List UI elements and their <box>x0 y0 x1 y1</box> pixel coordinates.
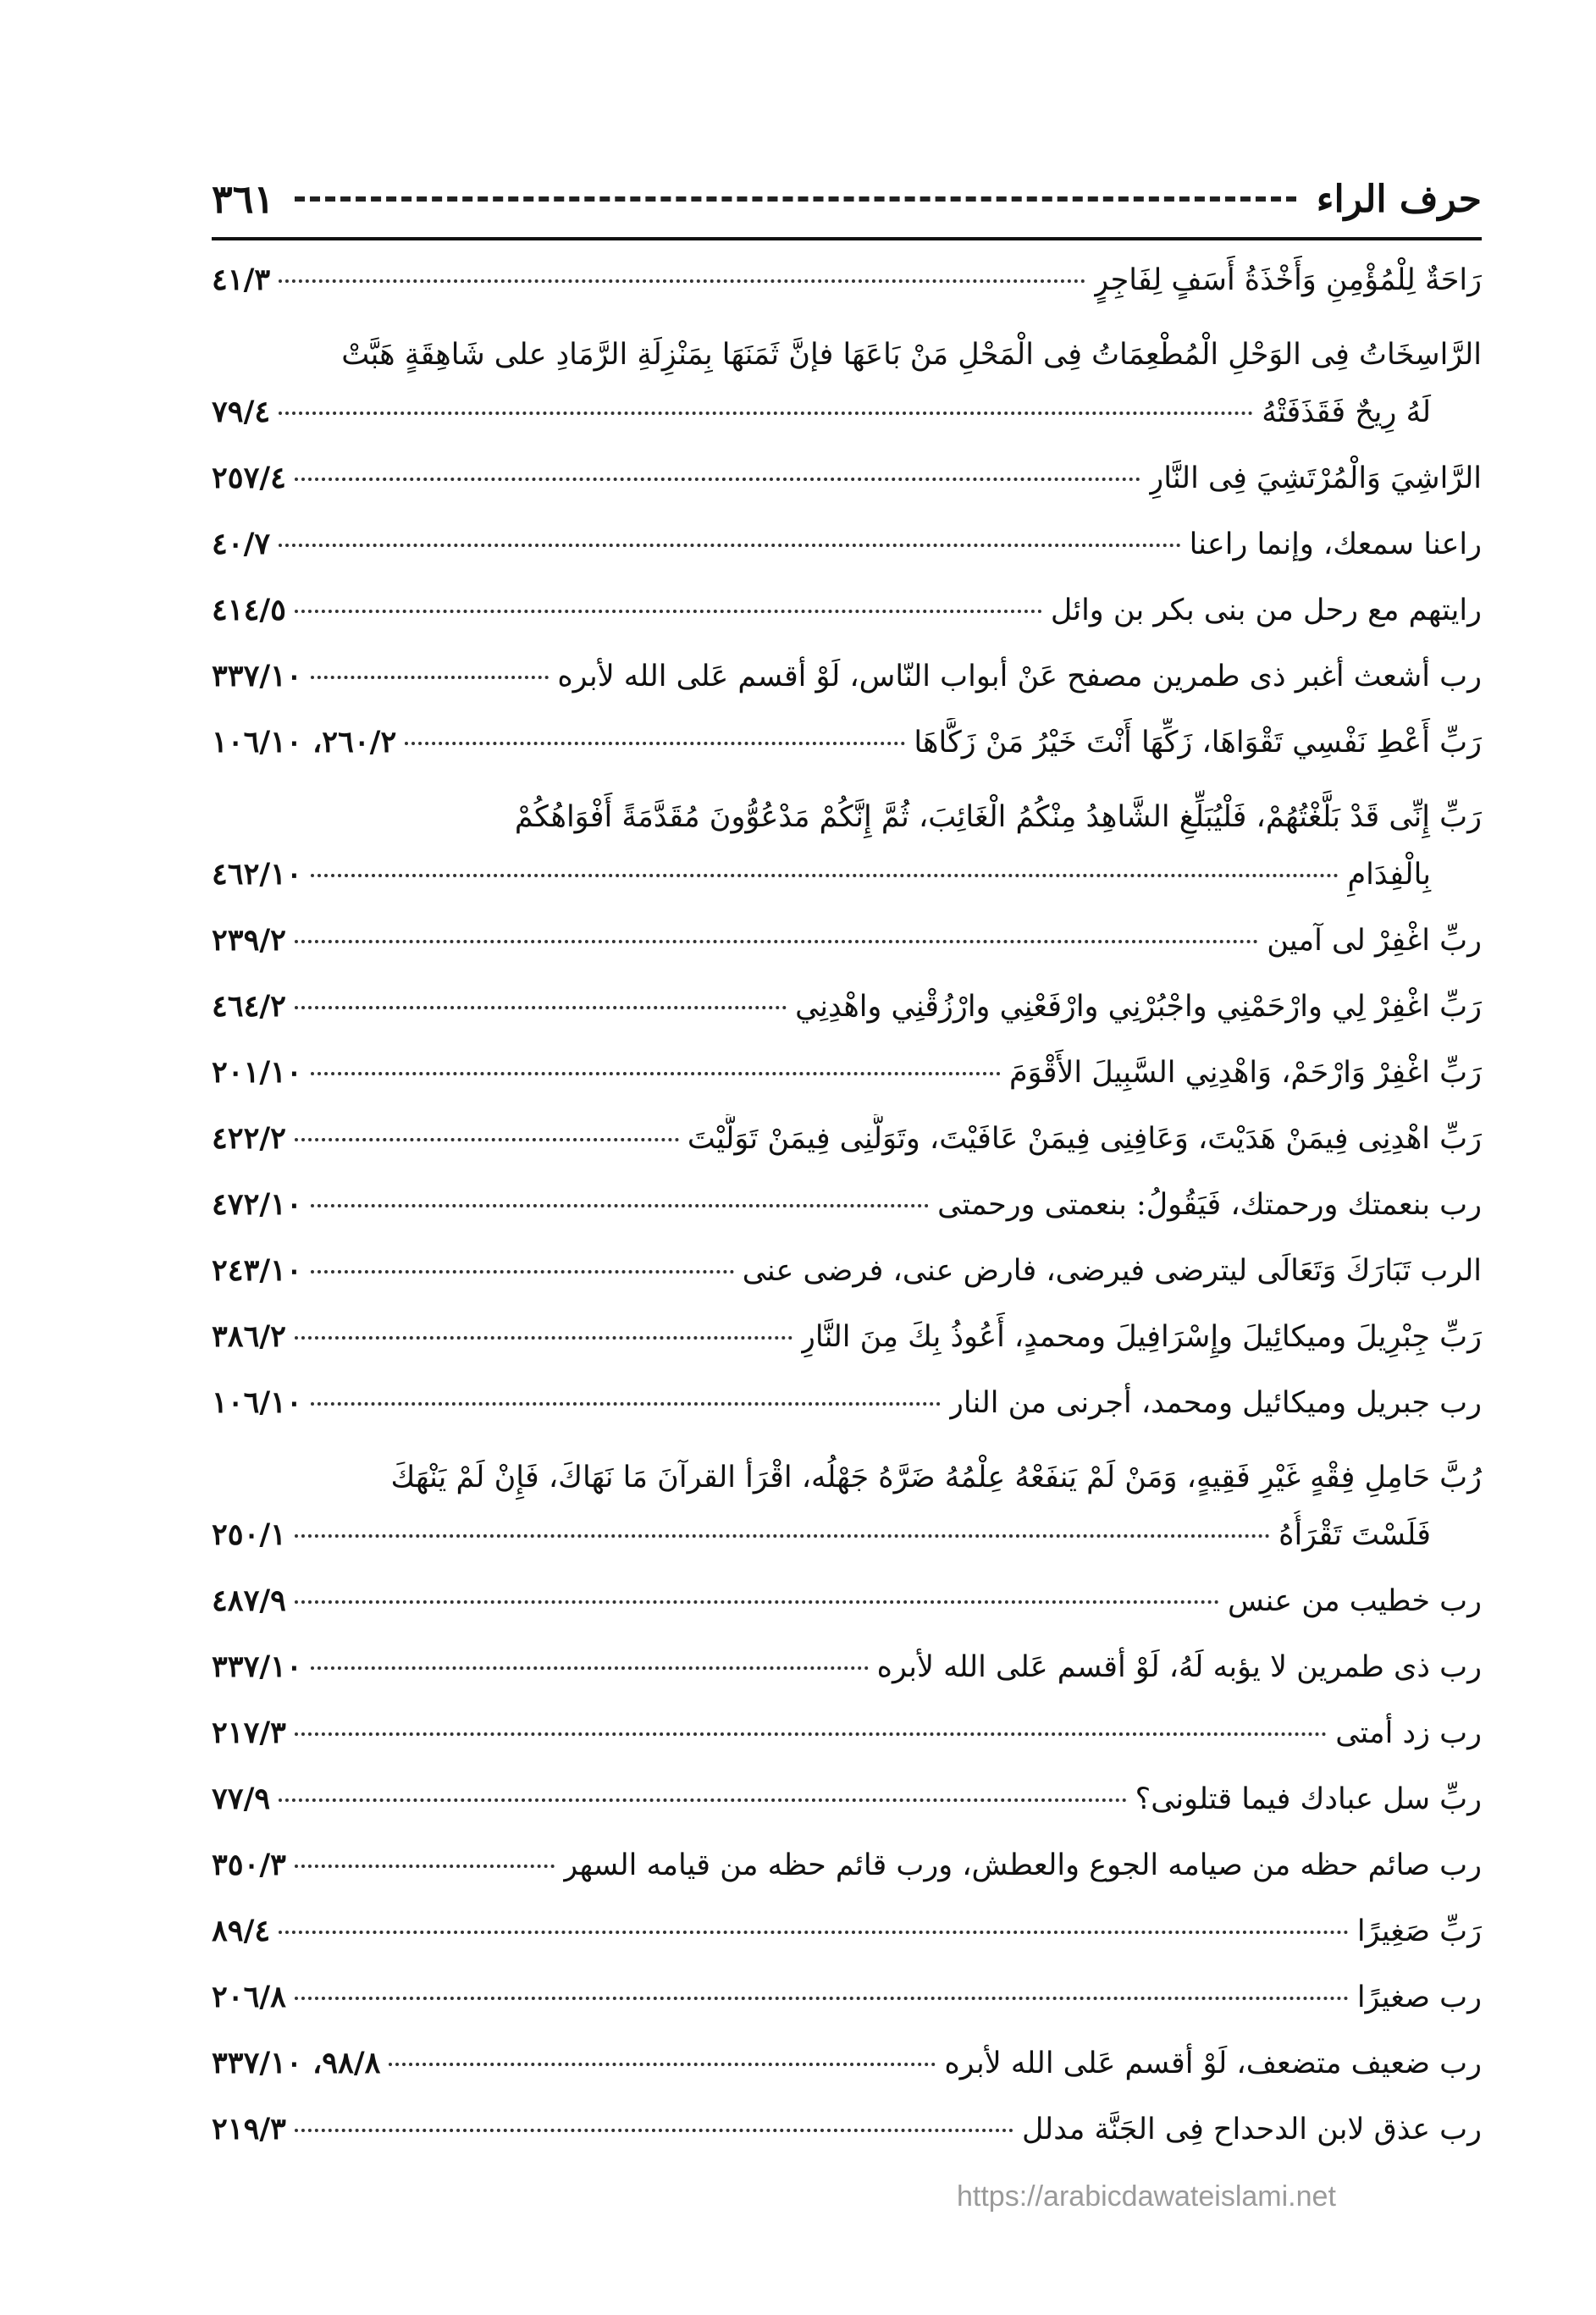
entry-first-line: رَبِّ إِنِّى قَدْ بَلَّغْتُهُمْ، فَلْيُبَلِّغِ الشَّاهِدُ مِنْكُمُ الْغَائِبَ، ثُمَّ إِنَّكُمْ مَدْعُوُّونَ مُقَدَّمَةً أَفْوَاهُكُمْ <box>514 800 1482 834</box>
dot-leader <box>295 1534 1270 1538</box>
entry-row <box>212 850 1482 916</box>
entry-row <box>212 1180 1482 1246</box>
section-title: حرف الراء <box>1316 177 1482 221</box>
dot-leader <box>279 412 1253 415</box>
entry-first-line: الرَّاسِخَاتُ فِى الوَحْلِ الْمُطْعِمَاتُ فِى الْمَحْلِ مَنْ بَاعَهَا فإنَّ ثَمَنَهَا بِمَنْزِلَةِ الرَّمَادِ على شَاهِقَةٍ هَبَّتْ <box>341 338 1482 372</box>
entry-reference: ٨٩/٤ <box>212 1914 271 1948</box>
dot-leader <box>295 2129 1013 2132</box>
dot-leader <box>295 1732 1327 1736</box>
entry-reference: ٢١٧/٣ <box>212 1716 286 1750</box>
entry-text: رَبِّ جِبْرِيلَ وميكائِيلَ وإِسْرَافِيلَ ومحمدٍ، أَعُوذُ بِكَ مِنَ النَّارِ <box>801 1320 1482 1354</box>
page-number: ٣٦١ <box>212 176 275 222</box>
entry-row <box>212 1709 1482 1775</box>
entry-row <box>212 1841 1482 1907</box>
entry-reference: ٤٧٢/١٠ <box>212 1187 302 1222</box>
index-entry <box>212 1841 1482 1907</box>
dot-leader <box>295 1865 555 1868</box>
entry-row <box>212 2105 1482 2171</box>
entry-reference: ١٠٦/١٠ <box>212 1385 302 1420</box>
entry-text: رب زد أمتى <box>1335 1716 1482 1750</box>
entry-reference: ٤١/٣ <box>212 262 271 297</box>
entry-reference: ٤٠/٧ <box>212 527 271 561</box>
index-entry <box>212 718 1482 784</box>
entry-text: رب عذق لابن الدحداح فِى الجَنَّة مدلل <box>1022 2113 1482 2146</box>
index-entry <box>212 1577 1482 1643</box>
dot-leader <box>295 1006 787 1009</box>
index-entry <box>212 2039 1482 2105</box>
entry-text: رب ضعيف متضعف، لَوْ أقسم عَلى الله لأبره <box>944 2047 1482 2080</box>
index-entry <box>212 1114 1482 1180</box>
entry-reference: ٢٤٣/١٠ <box>212 1253 302 1288</box>
index-entry <box>212 1643 1482 1709</box>
document-page <box>212 161 1482 2261</box>
entry-reference: ٤٢٢/٢ <box>212 1121 286 1156</box>
index-entry <box>212 916 1482 982</box>
entry-text: رَبِّ اغْفِرْ لِي وارْحَمْنِي واجْبُرْنِي وارْفَعْنِي وارْزُقْنِي واهْدِنِي <box>795 990 1482 1024</box>
watermark-url: https://arabicdawateislami.net <box>957 2180 1336 2213</box>
index-entry <box>212 1246 1482 1312</box>
entry-text: رَاحَةٌ لِلْمُؤْمِنِ وَأَخْذَةُ أَسَفٍ لِفَاجِرٍ <box>1094 263 1482 297</box>
entry-first-line: رُبَّ حَامِلِ فِقْهٍ غَيْرِ فَقِيهٍ، وَمَنْ لَمْ يَنفَعْهُ عِلْمُهُ ضَرَّهُ جَهْلُه، اقْرَأ القرآنَ مَا نَهَاكَ، فَإِنْ لَمْ يَنْهَكَ <box>390 1461 1482 1495</box>
index-entry <box>212 520 1482 586</box>
index-entry <box>212 1445 1482 1577</box>
entry-row <box>212 1246 1482 1312</box>
dot-leader <box>311 874 1339 877</box>
page-header <box>212 161 1482 240</box>
entry-reference: ٢٥٠/١ <box>212 1517 286 1552</box>
entry-text: لَهُ رِيحٌ فَقَذَفَتْهُ <box>1262 395 1431 429</box>
entry-reference: ٣٣٧/١٠ <box>212 659 302 693</box>
entry-row <box>212 982 1482 1048</box>
entry-text: ربِّ سل عبادك فيما قتلونى؟ <box>1135 1782 1482 1816</box>
dot-leader <box>295 1600 1219 1604</box>
index-entry <box>212 454 1482 520</box>
entry-text: رَبِّ اهْدِنِى فِيمَنْ هَدَيْتَ، وَعَافِنِى فِيمَنْ عَافَيْتَ، وتَوَلَّنِى فِيمَنْ تَوَلَّيْتَ <box>687 1122 1482 1156</box>
dot-leader <box>295 478 1140 481</box>
entry-reference: ٢٠١/١٠ <box>212 1055 302 1090</box>
entry-text: بِالْفِدَامِ <box>1347 858 1431 892</box>
entry-row <box>212 1511 1482 1577</box>
entry-row <box>212 1643 1482 1709</box>
entry-reference: ٤٦٤/٢ <box>212 989 286 1024</box>
dot-leader <box>295 610 1042 613</box>
entry-text: الرَّاشِيَ وَالْمُرْتَشِيَ فِى النَّارِ <box>1149 461 1482 495</box>
dot-leader <box>311 1666 869 1670</box>
index-entries <box>212 256 1482 2171</box>
dot-leader <box>311 1270 734 1274</box>
index-entry <box>212 1709 1482 1775</box>
entry-row <box>212 1048 1482 1114</box>
dot-leader <box>279 1931 1349 1934</box>
entry-row <box>212 388 1482 454</box>
entry-reference: ٢٥٧/٤ <box>212 461 286 495</box>
entry-row <box>212 1775 1482 1841</box>
entry-row <box>212 1379 1482 1445</box>
entry-text: رب أشعث أغبر ذى طمرين مصفح عَنْ أبواب النّاس، لَوْ أقسم عَلى الله لأبره <box>557 660 1482 693</box>
entry-reference: ٤٨٧/٩ <box>212 1583 286 1618</box>
entry-row <box>212 1312 1482 1379</box>
entry-row <box>212 1577 1482 1643</box>
index-entry <box>212 784 1482 916</box>
index-entry <box>212 652 1482 718</box>
entry-text: رَبِّ صَغِيرًا <box>1356 1914 1482 1948</box>
dot-leader <box>279 544 1180 547</box>
index-entry <box>212 2105 1482 2171</box>
entry-row <box>212 454 1482 520</box>
header-dash-rule <box>295 196 1296 202</box>
index-entry <box>212 1048 1482 1114</box>
entry-reference: ٢١٩/٣ <box>212 2112 286 2146</box>
dot-leader <box>295 940 1258 943</box>
entry-text: فَلَسْتَ تَقْرَأُهُ <box>1278 1518 1431 1552</box>
entry-reference: ٢٦٠/٢، ١٠٦/١٠ <box>212 725 397 760</box>
dot-leader <box>311 1402 941 1406</box>
index-entry <box>212 256 1482 322</box>
entry-row <box>212 586 1482 652</box>
index-entry <box>212 586 1482 652</box>
entry-reference: ٢٣٩/٢ <box>212 923 286 958</box>
entry-reference: ٩٨/٨، ٣٣٧/١٠ <box>212 2046 381 2080</box>
entry-row <box>212 520 1482 586</box>
entry-text: رب صغيرًا <box>1356 1981 1482 2014</box>
entry-row <box>212 652 1482 718</box>
dot-leader <box>279 279 1085 283</box>
index-entry <box>212 982 1482 1048</box>
entry-row <box>212 718 1482 784</box>
entry-reference: ٧٧/٩ <box>212 1782 271 1816</box>
entry-reference: ٣٣٧/١٠ <box>212 1649 302 1684</box>
index-entry <box>212 1312 1482 1379</box>
entry-text: الرب تَبَارَكَ وَتَعَالَى ليترضى فيرضى، فارض عنى، فرضى عنى <box>742 1254 1482 1288</box>
entry-reference: ٤١٤/٥ <box>212 593 286 627</box>
entry-reference: ٣٥٠/٣ <box>212 1848 286 1882</box>
entry-text: رب خطيب من عنس <box>1228 1584 1482 1618</box>
entry-reference: ٣٨٦/٢ <box>212 1319 286 1354</box>
dot-leader <box>311 1072 1001 1075</box>
dot-leader <box>279 1798 1126 1802</box>
entry-text: رايتهم مع رحل من بنى بكر بن وائل <box>1050 594 1482 627</box>
entry-reference: ٢٠٦/٨ <box>212 1980 286 2014</box>
entry-text: رَبِّ اغْفِرْ وَارْحَمْ، وَاهْدِنِي السَّبِيلَ الأَقْوَمَ <box>1008 1056 1482 1090</box>
index-entry <box>212 1379 1482 1445</box>
index-entry <box>212 1907 1482 1973</box>
entry-reference: ٧٩/٤ <box>212 395 271 429</box>
dot-leader <box>295 1997 1349 2000</box>
entry-row <box>212 2039 1482 2105</box>
entry-row <box>212 1973 1482 2039</box>
entry-text: رب ذى طمرين لا يؤبه لَهُ، لَوْ أقسم عَلى الله لأبره <box>876 1650 1482 1684</box>
entry-text: راعنا سمعك، وإنما راعنا <box>1189 528 1482 561</box>
entry-text: رب جبريل وميكائيل ومحمد، أجرنى من النار <box>948 1386 1482 1420</box>
dot-leader <box>311 676 549 679</box>
entry-text: رَبِّ أَعْطِ نَفْسِي تَقْوَاهَا، زَكِّهَا أَنْتَ خَيْرُ مَنْ زَكَّاهَا <box>914 726 1482 760</box>
entry-row <box>212 256 1482 322</box>
entry-text: ربِّ اغْفِرْ لى آمين <box>1267 924 1482 958</box>
entry-row <box>212 916 1482 982</box>
dot-leader <box>405 742 905 745</box>
entry-text: رب صائم حظه من صيامه الجوع والعطش، ورب قائم حظه من قيامه السهر <box>563 1848 1482 1882</box>
dot-leader <box>311 1204 929 1207</box>
index-entry <box>212 1180 1482 1246</box>
dot-leader <box>295 1336 792 1340</box>
dot-leader <box>295 1138 679 1141</box>
entry-row <box>212 1114 1482 1180</box>
dot-leader <box>389 2063 936 2066</box>
index-entry <box>212 1775 1482 1841</box>
entry-text: رب بنعمتك ورحمتك، فَيَقُولُ: بنعمتى ورحمتى <box>937 1188 1482 1222</box>
entry-reference: ٤٦٢/١٠ <box>212 857 302 892</box>
index-entry <box>212 1973 1482 2039</box>
entry-row <box>212 1907 1482 1973</box>
index-entry <box>212 322 1482 454</box>
